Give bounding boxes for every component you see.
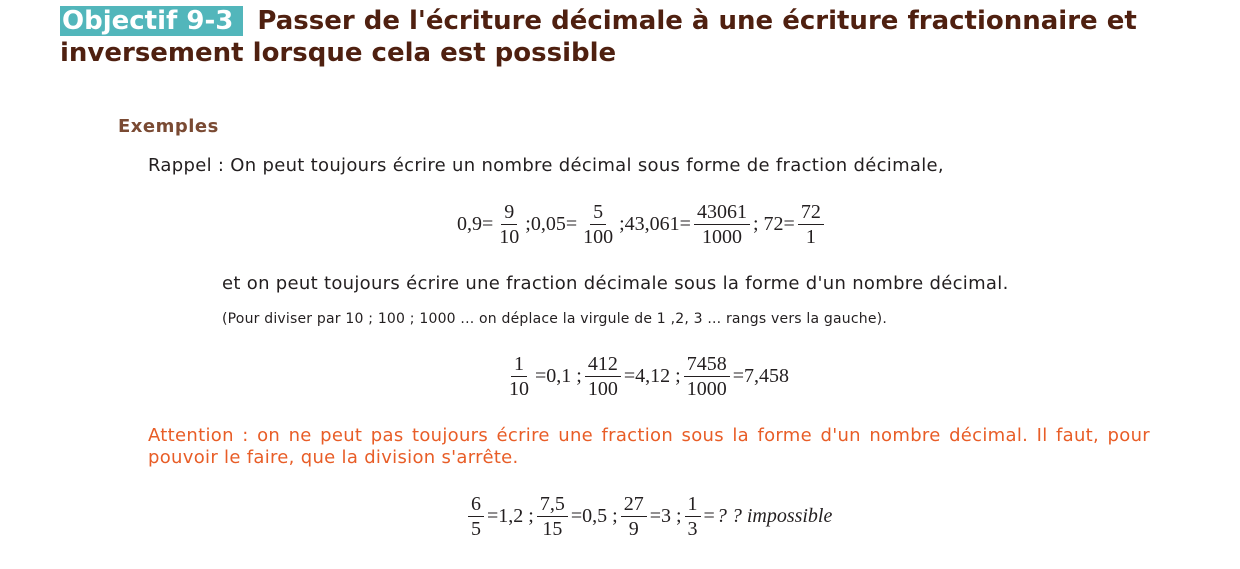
denominator: 1000 [701,226,742,248]
denominator: 9 [628,518,639,540]
fraction-to-decimal-text: et on peut toujours écrire une fraction décimale sous la forme d'un nombre décimal. [222,273,1009,294]
denominator: 5 [471,518,481,540]
denominator: 10 [509,378,529,400]
warning-text: Attention : on ne peut pas toujours écrire une fraction sous la forme d'un nombre décimal. Il faut, pour pouvoir le faire, que la division s'arrête. [148,425,1150,468]
math-term: ;0,05= [525,213,578,235]
numerator: 1 [511,352,527,377]
fraction [506,352,532,401]
denominator: 10 [499,226,520,248]
numerator: 27 [621,492,647,517]
numerator: 9 [501,200,517,225]
math-term: =7,458 [732,365,789,387]
math-term: =1,2 ; [487,505,534,527]
math-term: ; 72= [752,213,795,235]
section-label-examples: Exemples [118,116,219,137]
numerator: 5 [590,200,606,225]
denominator: 1 [805,226,816,248]
fraction [580,200,616,249]
numerator: 7458 [684,352,730,377]
objective-title: Passer de l'écriture décimale à une écriture fractionnaire et inversement lorsque cela est possible [60,6,1137,68]
objective-badge: Objectif 9-3 [60,6,243,36]
math-term: =0,5 ; [570,505,618,527]
fraction [798,200,824,249]
math-impossible-examples [466,492,833,541]
fraction [684,352,730,401]
denominator: 3 [687,518,698,540]
numerator: 72 [798,200,824,225]
denominator: 100 [583,226,614,248]
fraction [496,200,522,249]
math-term: = [703,505,715,527]
denominator: 100 [587,378,618,400]
fraction [468,492,484,541]
numerator: 7,5 [537,492,568,517]
division-note: (Pour diviser par 10 ; 100 ; 1000 ... on déplace la virgule de 1 ,2, 3 ... rangs vers la gauche). [222,311,887,327]
numerator: 43061 [694,200,750,225]
math-term: =4,12 ; [623,365,681,387]
fraction [685,492,701,541]
math-term: =0,1 ; [535,365,582,387]
math-decimal-to-fraction [456,200,826,249]
math-term: ;43,061= [619,213,691,235]
impossible-label: ? ? impossible [716,505,833,527]
math-term: 0,9= [457,213,494,235]
page-title [60,5,1210,69]
denominator: 15 [542,518,563,540]
fraction [537,492,568,541]
numerator: 1 [685,492,701,517]
denominator: 1000 [686,378,727,400]
fraction [694,200,750,249]
math-fraction-to-decimal [504,352,790,401]
fraction [621,492,647,541]
rappel-text: Rappel : On peut toujours écrire un nombre décimal sous forme de fraction décimale, [148,155,944,176]
math-term: =3 ; [649,505,682,527]
numerator: 412 [585,352,621,377]
fraction [585,352,621,401]
numerator: 6 [468,492,484,517]
